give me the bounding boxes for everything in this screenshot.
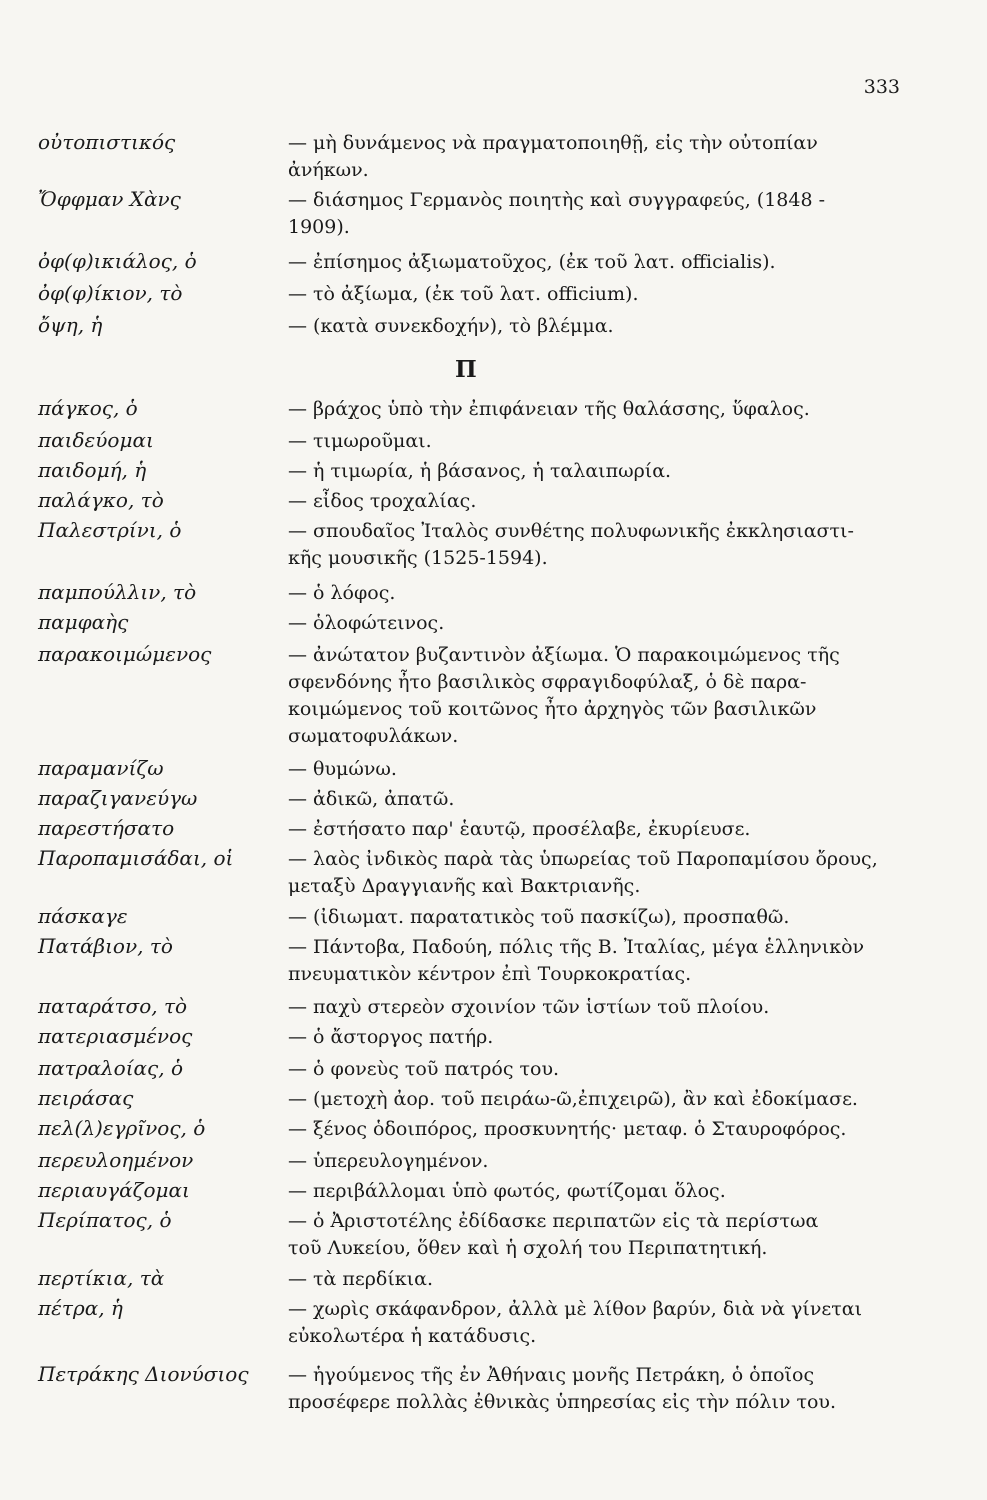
section-heading: Π xyxy=(455,356,477,383)
entry-definition: — ἡγούμενος τῆς ἐν Ἀθήναις μονῆς Πετράκη, ὁ ὁποῖος προσέφερε πολλὰς ἐθνικὰς ὑπηρεσίας εἰς τὴν πόλιν του. xyxy=(288,1364,837,1413)
entry-definition: — περιβάλλομαι ὑπὸ φωτός, φωτίζομαι ὅλος. xyxy=(288,1180,726,1202)
entry-definition: — ὁ ἄστοργος πατήρ. xyxy=(288,1026,494,1048)
entry-term: Περίπατος, ὁ xyxy=(38,1208,172,1232)
entry-definition: — λαὸς ἰνδικὸς παρὰ τὰς ὑπωρείας τοῦ Παροπαμίσου ὄρους, μεταξὺ Δραγγιανῆς καὶ Βακτριανῆς. xyxy=(288,848,878,897)
entry-definition: — (μετοχὴ ἀορ. τοῦ πειράω-ῶ,ἐπιχειρῶ), ἂν καὶ ἐδοκίμασε. xyxy=(288,1088,858,1110)
entry-term: περιαυγάζομαι xyxy=(38,1178,190,1202)
entry-term: πατεριασμένος xyxy=(38,1024,193,1048)
entry-definition: — βράχος ὑπὸ τὴν ἐπιφάνειαν τῆς θαλάσσης, ὕφαλος. xyxy=(288,398,810,420)
entry-definition: — θυμώνω. xyxy=(288,758,397,780)
entry-term: παρεστήσατο xyxy=(38,816,175,840)
entry-definition: — σπουδαῖος Ἰταλὸς συνθέτης πολυφωνικῆς ἐκκλησιαστι- κῆς μουσικῆς (1525-1594). xyxy=(288,520,854,569)
entry-definition: — (κατὰ συνεκδοχήν), τὸ βλέμμα. xyxy=(288,315,614,337)
entry-term: Παροπαμισάδαι, οἱ xyxy=(38,846,234,870)
entry-term: Ὄφφμαν Χὰνς xyxy=(38,187,181,211)
entry-definition: — τιμωροῦμαι. xyxy=(288,430,432,452)
entry-term: πειράσας xyxy=(38,1086,134,1110)
entry-term: ὄψη, ἡ xyxy=(38,313,103,337)
entry-definition: — τὸ ἀξίωμα, (ἐκ τοῦ λατ. officium). xyxy=(288,283,639,305)
entry-term: παμφαὴς xyxy=(38,610,129,634)
entry-definition: — ἐπίσημος ἀξιωματοῦχος, (ἐκ τοῦ λατ. officialis). xyxy=(288,251,776,273)
entry-term: παλάγκο, τὸ xyxy=(38,488,164,512)
entry-term: Πετράκης Διονύσιος xyxy=(38,1362,249,1386)
entry-definition: — (ἰδιωματ. παρατατικὸς τοῦ πασκίζω), προσπαθῶ. xyxy=(288,906,790,928)
entry-term: πατραλοίας, ὁ xyxy=(38,1056,183,1080)
entry-definition: — τὰ περδίκια. xyxy=(288,1268,434,1290)
entry-definition: — Πάντοβα, Παδούη, πόλις τῆς Β. Ἰταλίας, μέγα ἑλληνικὸν πνευματικὸν κέντρον ἐπὶ Τουρκοκρατίας. xyxy=(288,936,865,985)
page-number: 333 xyxy=(863,76,900,98)
entry-term: Παλεστρίνι, ὁ xyxy=(38,518,182,542)
entry-definition: — ξένος ὁδοιπόρος, προσκυνητής· μεταφ. ὁ Σταυροφόρος. xyxy=(288,1118,847,1140)
entry-term: παιδεύομαι xyxy=(38,428,154,452)
entry-definition: — ὁ λόφος. xyxy=(288,582,396,604)
entry-definition: — μὴ δυνάμενος νὰ πραγματοποιηθῇ, εἰς τὴν οὐτοπίαν ἀνήκων. xyxy=(288,132,818,181)
entry-term: πέτρα, ἡ xyxy=(38,1296,123,1320)
entry-term: περτίκια, τὰ xyxy=(38,1266,165,1290)
entry-term: ὀφ(φ)ίκιον, τὸ xyxy=(38,281,183,305)
entry-definition: — ἀνώτατον βυζαντινὸν ἀξίωμα. Ὁ παρακοιμώμενος τῆς σφενδόνης ἦτο βασιλικὸς σφραγιδοφύλαξ, ὁ δὲ παρα- κοιμώμενος τοῦ κοιτῶνος ἦτο ἀρχηγὸς τῶν βασιλικῶν σωματοφυλάκων. xyxy=(288,644,840,747)
entry-term: παραζιγανεύγω xyxy=(38,786,198,810)
entry-term: πελ(λ)εγρῖνος, ὁ xyxy=(38,1116,206,1140)
entry-term: πάσκαγε xyxy=(38,904,128,928)
entry-definition: — ὑπερευλογημένον. xyxy=(288,1150,489,1172)
entry-term: παταράτσο, τὸ xyxy=(38,994,188,1018)
entry-definition: — ὁ Ἀριστοτέλης ἐδίδασκε περιπατῶν εἰς τὰ περίστωα τοῦ Λυκείου, ὅθεν καὶ ἡ σχολή του Περιπατητική. xyxy=(288,1210,819,1259)
entry-term: περευλοημένον xyxy=(38,1148,194,1172)
entry-term: παρακοιμώμενος xyxy=(38,642,212,666)
entry-definition: — ἀδικῶ, ἀπατῶ. xyxy=(288,788,455,810)
entry-definition: — χωρὶς σκάφανδρον, ἀλλὰ μὲ λίθον βαρύν, διὰ νὰ γίνεται εὐκολωτέρα ἡ κατάδυσις. xyxy=(288,1298,863,1347)
entry-definition: — παχὺ στερεὸν σχοινίον τῶν ἱστίων τοῦ πλοίου. xyxy=(288,996,770,1018)
entry-term: οὐτοπιστικός xyxy=(38,130,176,154)
entry-term: ὀφ(φ)ικιάλος, ὁ xyxy=(38,249,197,273)
entry-term: παραμανίζω xyxy=(38,756,164,780)
entry-term: παιδομή, ἡ xyxy=(38,458,147,482)
entry-definition: — εἶδος τροχαλίας. xyxy=(288,490,477,512)
entry-term: πάγκος, ὁ xyxy=(38,396,138,420)
entry-definition: — ὁλοφώτεινος. xyxy=(288,612,445,634)
entry-definition: — ἐστήσατο παρ' ἑαυτῷ, προσέλαβε, ἐκυρίευσε. xyxy=(288,818,751,840)
entry-term: παμπούλλιν, τὸ xyxy=(38,580,197,604)
entry-definition: — ἡ τιμωρία, ἡ βάσανος, ἡ ταλαιπωρία. xyxy=(288,460,672,482)
entry-definition: — ὁ φονεὺς τοῦ πατρός του. xyxy=(288,1058,560,1080)
entry-term: Πατάβιον, τὸ xyxy=(38,934,173,958)
entry-definition: — διάσημος Γερμανὸς ποιητὴς καὶ συγγραφεύς, (1848 - 1909). xyxy=(288,189,826,238)
